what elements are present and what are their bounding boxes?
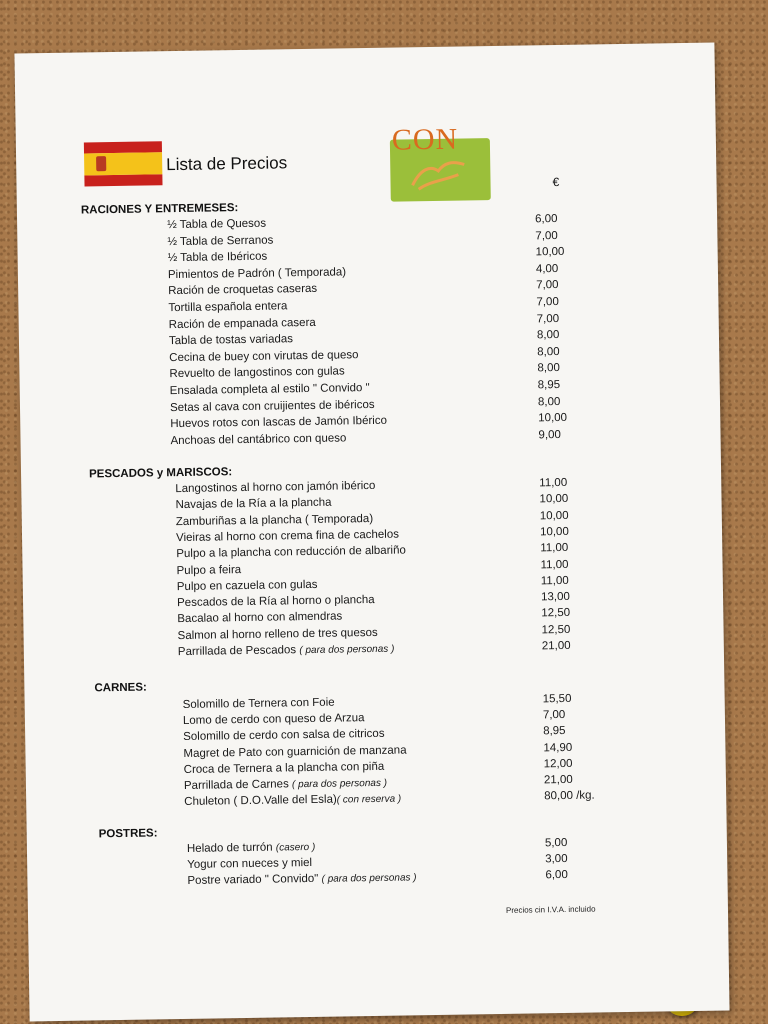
menu-item-price: 4,00 [535,262,559,276]
menu-item-price: 8,00 [536,329,560,342]
menu-item-price: 6,00 [535,213,558,226]
menu-item-name: Tabla de tostas variadas [168,333,294,348]
menu-item-name: Pulpo a la plancha con reducción de albariño [176,544,406,561]
menu-item-name: Pulpo a feira [176,563,242,577]
menu-item-price: 5,00 [544,836,568,850]
menu-item-name: ½ Tabla de Ibéricos [167,250,268,265]
menu-item-name: Ración de croquetas caseras [168,283,318,298]
menu-item-name: Navajas de la Ría a la plancha [175,496,332,512]
menu-item-name: Anchoas del cantábrico con queso [170,432,347,447]
menu-item-name: Parrillada de Pescados ( para dos personas ) [177,643,395,659]
menu-item-price: 8,00 [537,345,560,359]
menu-item-note: ( para dos personas ) [299,643,395,657]
hand-icon [408,154,469,195]
menu-item-name: Ración de empanada casera [168,316,316,331]
logo-text: CON [391,122,459,157]
menu-item-name: Ensalada completa al estilo " Convido " [169,382,370,398]
section-heading: CARNES: [94,681,147,695]
menu-item-price: 8,00 [537,362,560,375]
menu-item-name: Postre variado " Convido" ( para dos personas ) [187,872,417,888]
menu-item-price: 10,00 [535,246,565,259]
menu-item-name: Pulpo en cazuela con gulas [176,578,318,593]
menu-item-price: 12,50 [541,623,571,637]
menu-item-name: Croca de Ternera a la plancha con piña [183,760,385,776]
menu-item-name: Salmon al horno relleno de tres quesos [177,626,378,642]
menu-item-name: Lomo de cerdo con queso de Arzua [182,712,365,728]
menu-item-price: 11,00 [540,542,569,555]
menu-item-name: Tortilla española entera [168,300,288,315]
menu-item-price: 12,50 [541,607,571,620]
menu-item-name: Setas al cava con cruijientes de ibéricos [169,398,375,414]
section-heading: PESCADOS y MARISCOS: [88,466,233,481]
menu-item-price: 11,00 [540,574,569,588]
section-heading: RACIONES Y ENTREMESES: [80,202,239,217]
menu-item-price: 11,00 [540,558,569,571]
menu-item-name: Solomillo de cerdo con salsa de citricos [183,728,385,744]
page-title: Lista de Precios [166,153,288,175]
menu-item-price: 7,00 [536,296,559,309]
menu-item-name: Magret de Pato con guarnición de manzana [183,744,407,760]
tax-footnote: Precios cin I.V.A. incluido [505,904,596,915]
menu-item-price: 6,00 [545,869,568,882]
menu-item-price: 10,00 [539,509,569,522]
menu-item-price: 10,00 [539,525,569,539]
menu-item-price: 3,00 [545,853,568,866]
menu-item-name: Chuleton ( D.O.Valle del Esla)( con reserva ) [184,793,402,809]
menu-item-price: 21,00 [543,773,573,787]
menu-item-price: 7,00 [535,229,558,242]
convido-logo [388,122,499,202]
menu-item-price: 9,00 [538,428,561,442]
menu-item-name: Helado de turrón (casero ) [186,841,316,855]
menu-item-price: 8,95 [537,379,561,392]
menu-item-note: ( para dos personas ) [321,872,417,886]
menu-item-name: Huevos rotos con lascas de Jamón Ibérico [170,414,388,431]
currency-symbol: € [552,175,560,190]
menu-item-price: 21,00 [541,639,571,653]
menu-item-price: 15,50 [542,692,572,706]
menu-item-name: Solomillo de Ternera con Foie [182,696,335,711]
menu-item-note: (casero ) [275,841,316,854]
menu-item-name: Pimientos de Padrón ( Temporada) [167,266,347,281]
menu-item-name: Cecina de buey con virutas de queso [169,348,359,364]
menu-item-price: 11,00 [539,476,568,490]
menu-item-price: 14,90 [543,741,573,754]
menu-item-name: Revuelto de langostinos con gulas [169,365,345,381]
menu-item-price: 12,00 [543,757,573,771]
menu-item-name: Langostinos al horno con jamón ibérico [175,479,376,496]
menu-item-note: ( con reserva ) [336,793,402,806]
section-heading: POSTRES: [98,827,158,841]
menu-item-price: 10,00 [538,412,568,425]
menu-item-name: Pescados de la Ría al horno o plancha [176,594,375,610]
menu-item-price: 8,95 [543,725,566,738]
menu-item-name: ½ Tabla de Quesos [167,217,267,232]
menu-item-price: 13,00 [540,590,570,604]
menu-item-price: 7,00 [536,312,560,325]
menu-item-name: Yogur con nueces y miel [187,857,313,872]
menu-item-name: Vieiras al horno con crema fina de cachelos [175,528,400,544]
menu-item-name: Zamburiñas a la plancha ( Temporada) [175,512,374,528]
menu-item-price: 7,00 [536,279,559,292]
menu-item-name: Bacalao al horno con almendras [177,610,343,626]
menu-item-price: 80,00 /kg. [544,789,595,803]
spain-flag-icon [84,141,163,186]
menu-item-name: Parrillada de Carnes ( para dos personas ) [183,777,388,792]
price-list-sheet [14,43,729,1022]
menu-item-price: 7,00 [542,709,566,722]
menu-item-name: ½ Tabla de Serranos [167,234,274,248]
menu-item-price: 10,00 [539,493,569,506]
menu-item-note: ( para dos personas ) [291,777,388,791]
menu-item-price: 8,00 [537,395,561,408]
